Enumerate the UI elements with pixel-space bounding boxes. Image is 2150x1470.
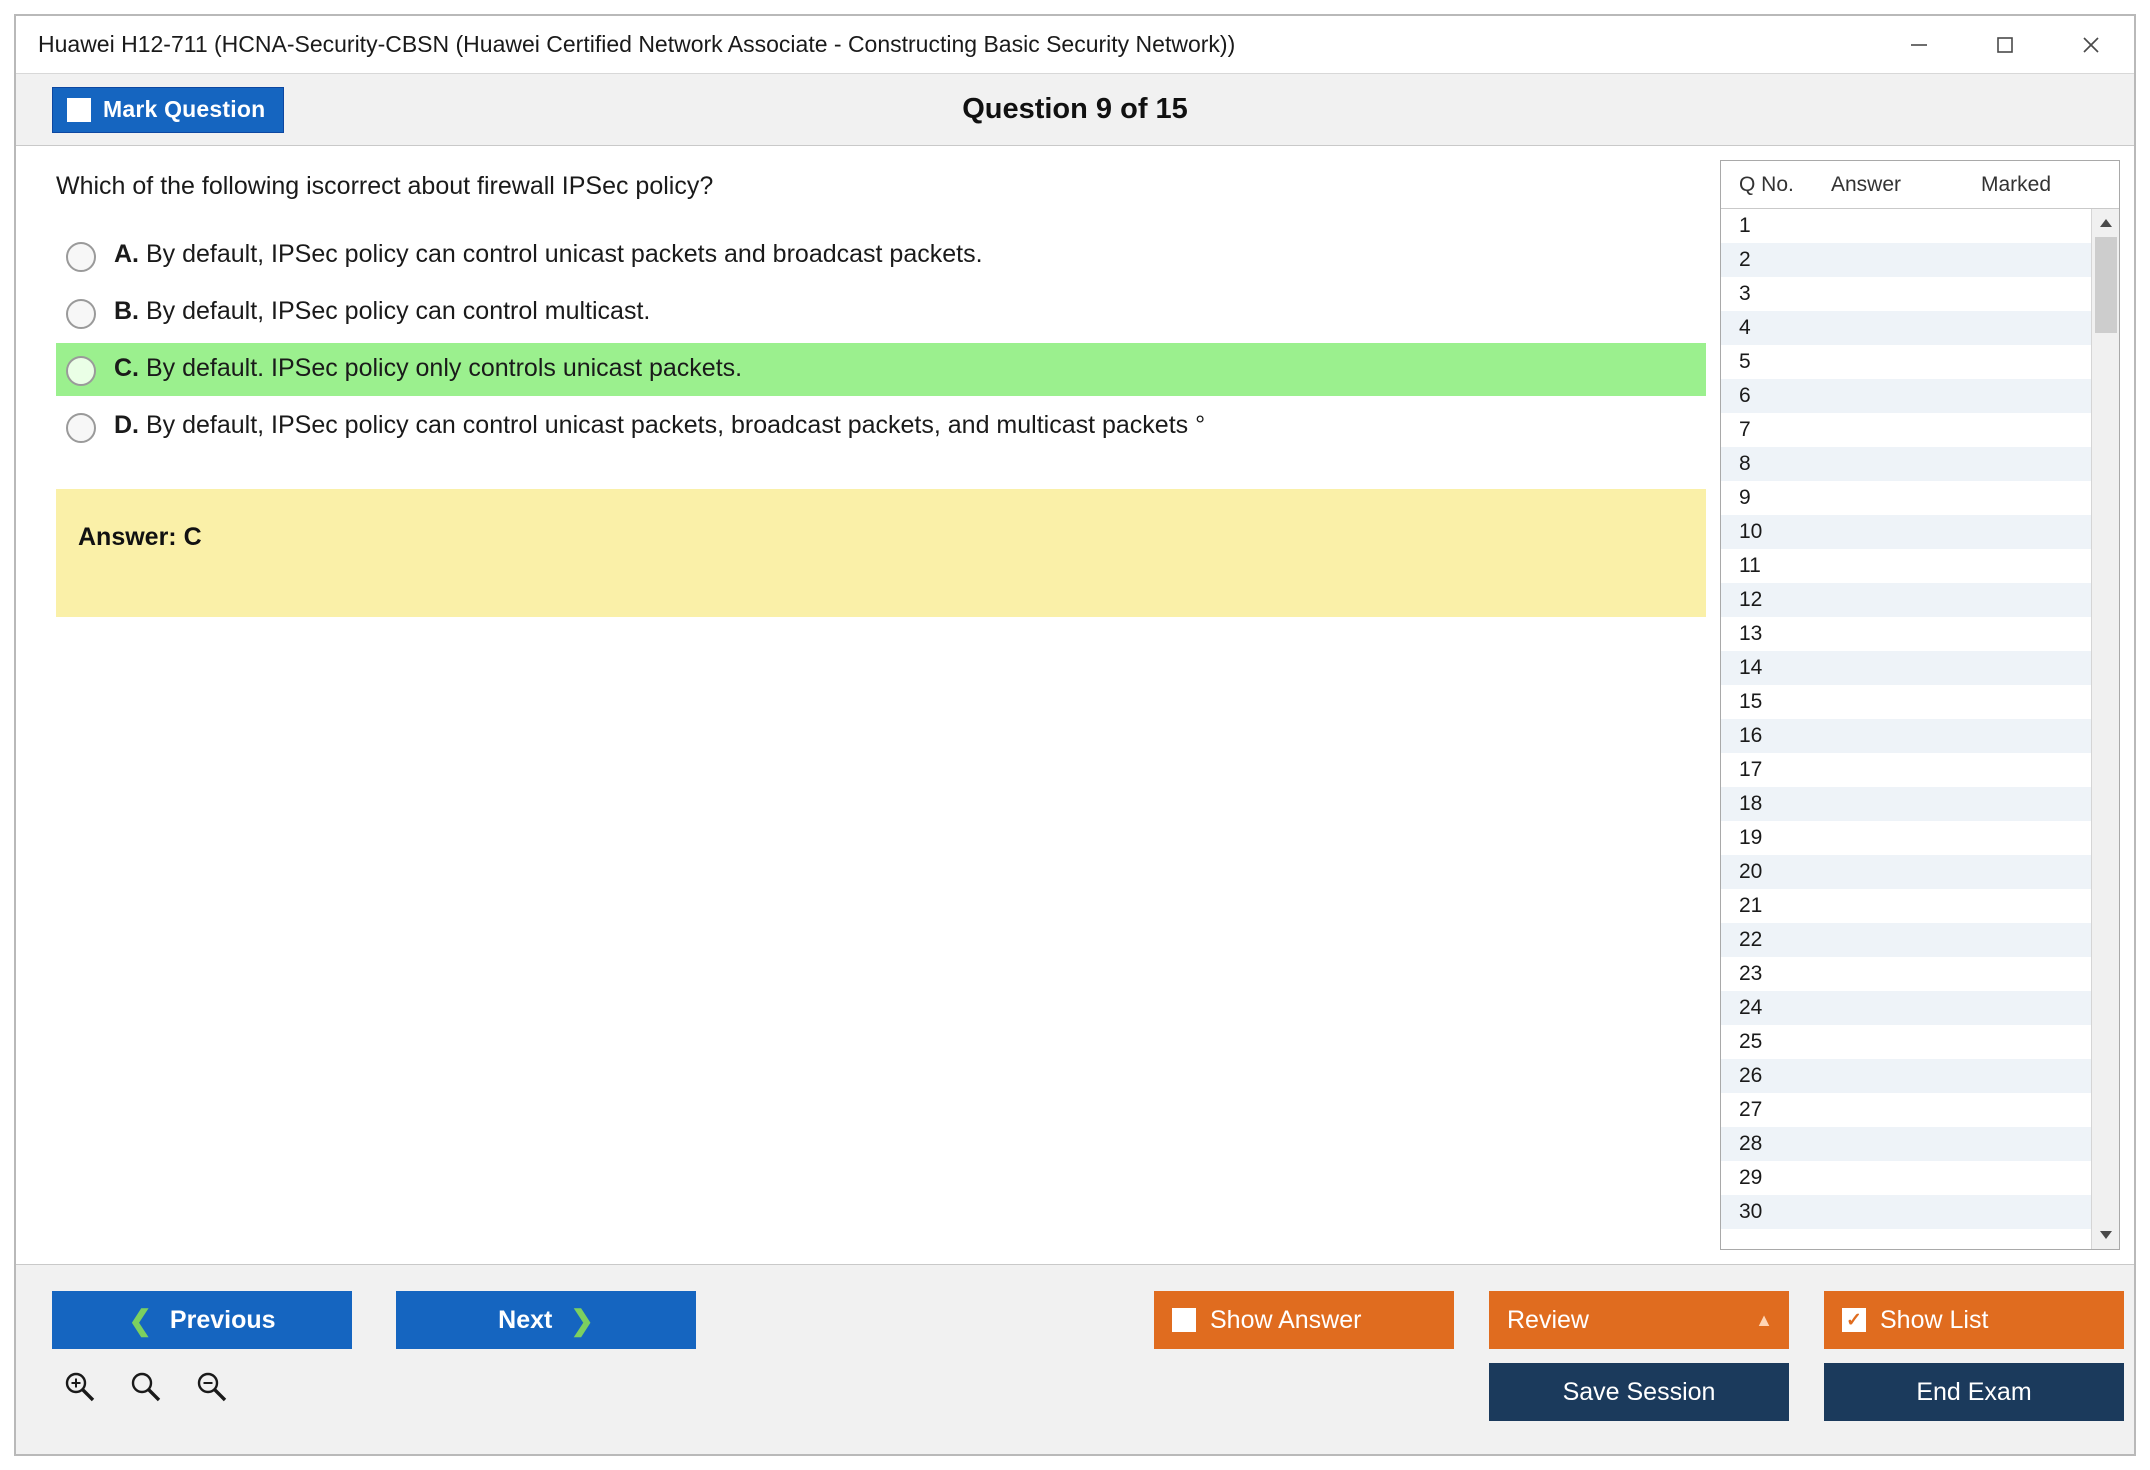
question-list-row[interactable] xyxy=(1721,719,2091,753)
question-list-row[interactable] xyxy=(1721,1059,2091,1093)
title-bar xyxy=(16,16,2134,74)
question-number-cell: 15 xyxy=(1739,690,1763,713)
question-list-row[interactable] xyxy=(1721,311,2091,345)
question-number-cell: 3 xyxy=(1739,282,1751,305)
mark-question-label: Mark Question xyxy=(103,96,266,122)
choice-body: By default, IPSec policy can control unicast packets and broadcast packets. xyxy=(145,240,983,268)
question-list-row[interactable] xyxy=(1721,1093,2091,1127)
question-list-row[interactable] xyxy=(1721,1195,2091,1229)
question-list-row[interactable] xyxy=(1721,1161,2091,1195)
question-number-cell: 12 xyxy=(1739,588,1763,611)
window-controls xyxy=(1876,16,2134,73)
choice-label xyxy=(114,239,983,270)
minimize-icon xyxy=(1906,32,1932,58)
question-number-cell: 18 xyxy=(1739,792,1763,815)
question-list-row[interactable] xyxy=(1721,991,2091,1025)
previous-button[interactable] xyxy=(52,1291,352,1349)
scroll-up-icon[interactable] xyxy=(2092,209,2119,237)
next-label: Next xyxy=(498,1305,553,1334)
question-number-cell: 16 xyxy=(1739,724,1763,747)
choice-option-c[interactable] xyxy=(56,343,1706,396)
exam-header xyxy=(16,74,2134,146)
question-list-row[interactable] xyxy=(1721,1025,2091,1059)
choice-body: By default, IPSec policy can control unicast packets, broadcast packets, and multicast packets ° xyxy=(145,411,1206,439)
column-header-marked: Marked xyxy=(1981,172,2052,196)
choice-letter: B. xyxy=(114,297,139,325)
column-header-qno: Q No. xyxy=(1739,172,1794,196)
question-number-cell: 25 xyxy=(1739,1030,1763,1053)
question-list-row[interactable] xyxy=(1721,855,2091,889)
choice-letter: C. xyxy=(114,354,139,382)
question-list-rows[interactable] xyxy=(1721,209,2091,1249)
question-counter: Question 9 of 15 xyxy=(962,93,1188,125)
question-list-row[interactable] xyxy=(1721,957,2091,991)
question-number-cell: 29 xyxy=(1739,1166,1763,1189)
question-number-cell: 23 xyxy=(1739,962,1763,985)
show-list-checkbox[interactable]: ✓ xyxy=(1842,1308,1866,1332)
question-list-row[interactable] xyxy=(1721,583,2091,617)
save-session-button[interactable] xyxy=(1489,1363,1789,1421)
question-list-row[interactable] xyxy=(1721,345,2091,379)
close-icon xyxy=(2076,30,2106,60)
question-number-cell: 21 xyxy=(1739,894,1763,917)
zoom-toolbar xyxy=(60,1367,230,1410)
question-list-row[interactable] xyxy=(1721,787,2091,821)
mark-question-button[interactable] xyxy=(52,87,284,133)
question-number-cell: 17 xyxy=(1739,758,1763,781)
question-list-panel xyxy=(1720,160,2120,1250)
question-number-cell: 5 xyxy=(1739,350,1751,373)
question-list-row[interactable] xyxy=(1721,481,2091,515)
question-number-cell: 6 xyxy=(1739,384,1751,407)
radio-icon[interactable] xyxy=(66,413,96,443)
question-text: Which of the following iscorrect about firewall IPSec policy? xyxy=(56,172,714,200)
question-number-cell: 1 xyxy=(1739,214,1751,237)
question-number-cell: 30 xyxy=(1739,1200,1763,1223)
question-list-row[interactable] xyxy=(1721,651,2091,685)
question-number-cell: 11 xyxy=(1739,554,1761,577)
question-number-cell: 4 xyxy=(1739,316,1751,339)
question-list-row[interactable] xyxy=(1721,889,2091,923)
choice-list xyxy=(16,229,1720,453)
question-list-row[interactable] xyxy=(1721,549,2091,583)
window-title: Huawei H12-711 (HCNA-Security-CBSN (Huawei Certified Network Associate - Constructing Basic Security Network)) xyxy=(38,31,1236,57)
end-exam-button[interactable] xyxy=(1824,1363,2124,1421)
show-list-button[interactable] xyxy=(1824,1291,2124,1349)
next-button[interactable] xyxy=(396,1291,696,1349)
radio-icon[interactable] xyxy=(66,299,96,329)
choice-letter: A. xyxy=(114,240,139,268)
choice-body: By default. IPSec policy only controls unicast packets. xyxy=(145,354,743,382)
answer-box xyxy=(56,489,1706,617)
zoom-icon[interactable] xyxy=(126,1367,164,1410)
show-answer-label: Show Answer xyxy=(1210,1305,1362,1334)
question-number-cell: 27 xyxy=(1739,1098,1763,1121)
previous-label: Previous xyxy=(169,1305,276,1334)
question-list-row[interactable] xyxy=(1721,379,2091,413)
question-list-row[interactable] xyxy=(1721,685,2091,719)
choice-body: By default, IPSec policy can control multicast. xyxy=(145,297,651,325)
choice-option-d[interactable] xyxy=(56,400,1706,453)
zoom-out-icon[interactable] xyxy=(192,1367,230,1410)
mark-question-checkbox[interactable] xyxy=(67,98,91,122)
review-label: Review xyxy=(1507,1305,1589,1334)
choice-label xyxy=(114,410,1205,441)
answer-text: Answer: C xyxy=(78,523,202,551)
show-answer-button[interactable] xyxy=(1154,1291,1454,1349)
choice-label xyxy=(114,353,742,384)
question-list-row[interactable] xyxy=(1721,243,2091,277)
question-list-row[interactable] xyxy=(1721,515,2091,549)
question-list-row[interactable] xyxy=(1721,447,2091,481)
chevron-right-icon: ❯ xyxy=(570,1304,594,1336)
question-number-cell: 7 xyxy=(1739,418,1751,441)
question-number-cell: 8 xyxy=(1739,452,1751,475)
exam-window xyxy=(14,14,2136,1456)
question-list-row[interactable] xyxy=(1721,277,2091,311)
question-number-cell: 20 xyxy=(1739,860,1763,883)
question-number-cell: 2 xyxy=(1739,248,1751,271)
question-list-row[interactable] xyxy=(1721,753,2091,787)
chevron-left-icon: ❮ xyxy=(128,1304,152,1336)
question-list-row[interactable] xyxy=(1721,923,2091,957)
question-content xyxy=(16,146,1720,1264)
question-number-cell: 28 xyxy=(1739,1132,1763,1155)
question-list-row[interactable] xyxy=(1721,821,2091,855)
scroll-down-icon[interactable] xyxy=(2092,1221,2119,1249)
choice-label xyxy=(114,296,650,327)
show-answer-checkbox[interactable] xyxy=(1172,1308,1196,1332)
question-list-row[interactable] xyxy=(1721,209,2091,243)
scrollbar-thumb[interactable] xyxy=(2095,237,2117,333)
question-list-row[interactable] xyxy=(1721,1127,2091,1161)
question-list-header xyxy=(1721,161,2119,209)
choice-option-a[interactable] xyxy=(56,229,1706,282)
maximize-icon xyxy=(1992,32,2018,58)
question-number-cell: 24 xyxy=(1739,996,1763,1019)
radio-icon[interactable] xyxy=(66,356,96,386)
question-list-body xyxy=(1721,209,2119,1249)
exam-body xyxy=(16,146,2134,1264)
review-dropdown[interactable] xyxy=(1489,1291,1789,1349)
chevron-up-icon: ▲ xyxy=(1755,1309,1773,1330)
question-list-row[interactable] xyxy=(1721,413,2091,447)
end-exam-label: End Exam xyxy=(1916,1377,2032,1406)
question-number-cell: 22 xyxy=(1739,928,1763,951)
question-number-cell: 19 xyxy=(1739,826,1763,849)
question-number-cell: 26 xyxy=(1739,1064,1763,1087)
question-number-cell: 10 xyxy=(1739,520,1763,543)
save-session-label: Save Session xyxy=(1562,1377,1716,1406)
choice-option-b[interactable] xyxy=(56,286,1706,339)
close-button[interactable] xyxy=(2048,16,2134,73)
radio-icon[interactable] xyxy=(66,242,96,272)
maximize-button[interactable] xyxy=(1962,16,2048,73)
column-header-answer: Answer xyxy=(1831,172,1902,196)
minimize-button[interactable] xyxy=(1876,16,1962,73)
choice-letter: D. xyxy=(114,411,139,439)
question-number-cell: 14 xyxy=(1739,656,1763,679)
zoom-in-icon[interactable] xyxy=(60,1367,98,1410)
question-number-cell: 9 xyxy=(1739,486,1751,509)
question-list-scrollbar[interactable] xyxy=(2091,209,2119,1249)
exam-footer xyxy=(16,1264,2134,1454)
question-list-row[interactable] xyxy=(1721,617,2091,651)
show-list-label: Show List xyxy=(1880,1305,1989,1334)
question-number-cell: 13 xyxy=(1739,622,1763,645)
